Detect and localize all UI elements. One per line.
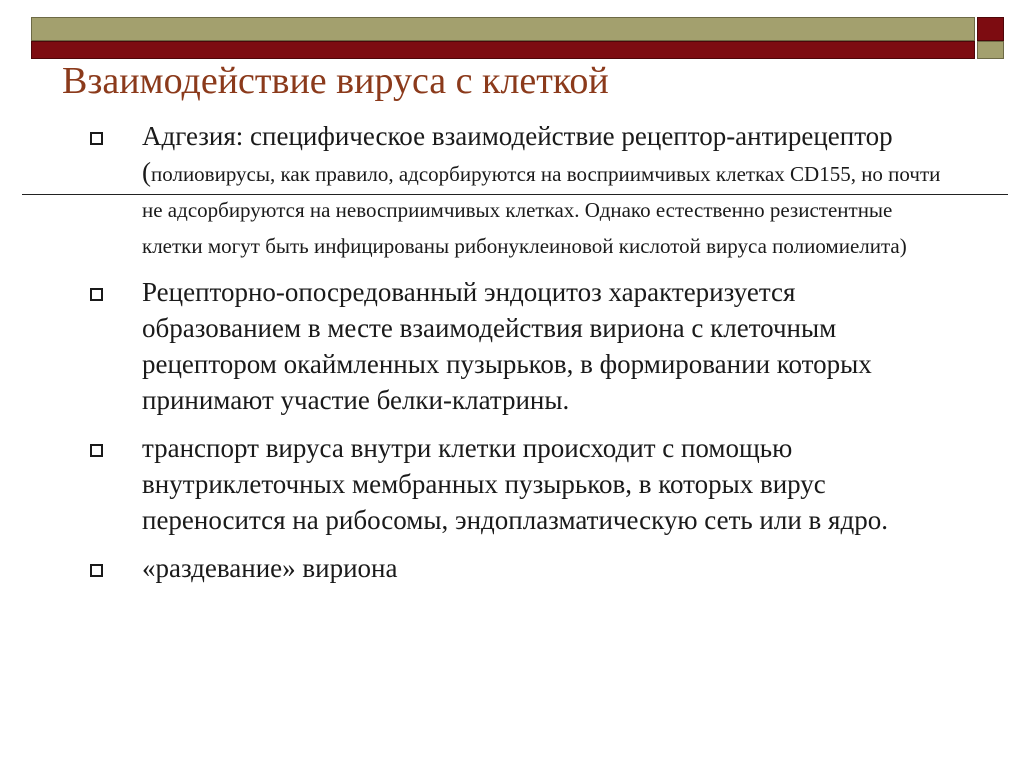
- bullet-detail-adhesion: полиовирусы, как правило, адсорбируются на восприимчивых клетках CD155, но почти не адсорбируются на невосприимчивых клетках. Однако естественно резистентные клетки могут быть инфицированы рибонуклеиновой кислотой вируса полиомиелита): [142, 162, 941, 258]
- bullet-text-transport: транспорт вируса внутри клетки происходит с помощью внутриклеточных мембранных пузырьков, в которых вирус переносится на рибосомы, эндоплазматическую сеть или в ядро.: [142, 433, 888, 535]
- bullet-text-uncoating: «раздевание» вириона: [142, 553, 398, 583]
- bullet-item-uncoating: [88, 550, 958, 586]
- bullet-item-transport: [88, 430, 958, 538]
- slide-title: Взаимодействие вируса с клеткой: [62, 60, 609, 102]
- header-bar-dark-red: [31, 41, 975, 59]
- header-bar-olive: [31, 17, 975, 41]
- bullet-item-endocytosis: [88, 274, 958, 418]
- bullet-item-adhesion: [88, 118, 958, 262]
- hollow-square-icon: [90, 444, 103, 457]
- header-corner-dark-red: [977, 17, 1004, 41]
- bullet-list: [88, 118, 958, 598]
- bullet-text-endocytosis: Рецепторно-опосредованный эндоцитоз характеризуется образованием в месте взаимодействия вириона с клеточным рецептором окаймленных пузырьков, в формировании которых принимают участие белки-клатрины.: [142, 277, 872, 415]
- hollow-square-icon: [90, 288, 103, 301]
- header-corner-olive: [977, 41, 1004, 59]
- hollow-square-icon: [90, 132, 103, 145]
- hollow-square-icon: [90, 564, 103, 577]
- bullet-text-adhesion: Адгезия: специфическое взаимодействие рецептор-антирецептор (: [142, 121, 893, 187]
